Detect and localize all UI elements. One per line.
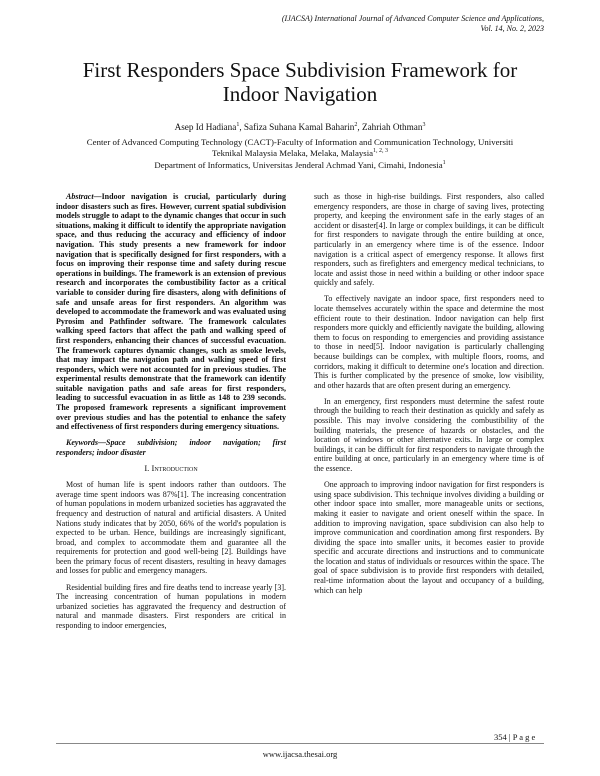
paragraph: One approach to improving indoor navigation for first responders is using space subdivision. This technique involves dividing a building or other indoor space into smaller, more manageable units or sections, making it easier to navigate and orient oneself within the space. In addition to improving navigation, space subdivision can also help to improve communication and coordination among first responders. By dividing the space into smaller units, it becomes easier to provide specific and accurate directions and instructions and to communicate the location and status of individuals or resources within the space. The goal of space subdivision is to provide first responders with detailed, real-time information about the layout and occupancy of a building, which can help (314, 480, 544, 595)
paragraph: To effectively navigate an indoor space, first responders need to locate themselves accurately within the space and determine the most efficient route to their destination. Indoor navigation can help first responders more quickly and efficiently navigate the building, allowing them to focus on responding to emergencies and providing assistance to those in need[5]. Indoor navigation is particularly challenging because buildings can be complex, with multiple floors, rooms, and corridors, making it difficult to determine one's location and direction. This is further complicated by the presence of smoke, low visibility, and other hazards that are often present during an emergency. (314, 294, 544, 390)
page-number: 354 | P a g e (494, 732, 536, 742)
paragraph: In an emergency, first responders must determine the safest route through the building to reach their destination as quickly and safely as possible. This may involve considering the combustibility of the building materials, the presence of hazards or obstacles, and the location of windows or other alternative exits. In large or complex buildings, it can be difficult for first responders to navigate through the entire building at once, particularly in an emergency where time is of the essence. (314, 396, 544, 474)
abstract: Abstract—Indoor navigation is crucial, particularly during indoor disasters such as fires. However, current spatial subdivision models struggle to adapt to the dynamic changes that occur in such situations, making it difficult to identify the appropriate navigation space, and thus reducing the accuracy and efficiency of indoor navigation. This study presents a new framework for indoor navigation that is specifically designed for first responders, with a focus on improving their response time and safety during rescue operations in buildings. The framework is an extension of previous research and incorporates the combustibility factor as a critical variable to consider during fire disasters, along with definitions of safe and unsafe areas for first responders. An algorithm was developed to accommodate the framework and was evaluated using Pyrosim and Pathfinder software. The framework calculates walking speed factors that affect the path and walking speed of first responders, enhancing their chances of successful evacuation. The framework captures dynamic changes, such as smoke levels, that may impact the navigation path and walking speed of first responders, which were not accounted for in previous studies. The experimental results demonstrate that the framework can identify suitable navigation paths and safe areas for first responders, leading to successful evacuation in as little as 148 to 239 seconds. The proposed framework represents a significant improvement over previous studies and has the potential to enhance the safety and effectiveness of first responders during emergency situations. (56, 192, 286, 432)
paper-title: First Responders Space Subdivision Framework for Indoor Navigation (82, 58, 518, 106)
journal-name: (IJACSA) International Journal of Advanced Computer Science and Applications, (281, 14, 544, 23)
author-name: Asep Id Hadiana (174, 122, 237, 132)
affiliation-2: Department of Informatics, Universitas Jenderal Achmad Yani, Cimahi, Indonesia$^1$ (154, 160, 446, 170)
journal-header (282, 14, 544, 34)
affiliation-1: Center of Advanced Computing Technology (CACT)-Faculty of Information and Communication Technology, Universiti Teknikal Malaysia Melaka, Melaka, Malaysia$^{1, 2, 3}$ (86, 137, 514, 158)
left-column (56, 192, 286, 637)
footer-divider (56, 743, 544, 744)
right-column (314, 192, 544, 602)
author-list: Asep Id Hadiana$^1$, Safiza Suhana Kamal Baharin$^2$, Zahriah Othman$^3$ (174, 121, 426, 132)
footer-url: www.ijacsa.thesai.org (262, 749, 338, 759)
author-name: Safiza Suhana Kamal Baharin (243, 122, 355, 132)
paragraph: such as those in high-rise buildings. First responders, also called emergency responders, are those in charge of saving lives, protecting property, and keeping the environment safe in the early stages of an accident or disaster[4]. In large or complex buildings, it can be difficult for first responders to navigate through the entire building at once, particularly in an emergency where time is of the essence. Indoor navigation is a critical aspect of emergency response. It allows first responders, such as firefighters and emergency medical technicians, to locate and assist those in need within a building or other indoor space quickly and safely. (314, 192, 544, 288)
paragraph: Residential building fires and fire deaths tend to increase yearly [3]. The increasing concentration of human populations in modern urbanized societies has aggravated the frequency and destruction of natural and manmade disasters. First responders are critical in responding to indoor emergencies, (56, 582, 286, 630)
author-name: Zahriah Othman (361, 122, 423, 132)
keywords: Keywords—Space subdivision; indoor navigation; first responders; indoor disaster (56, 438, 286, 457)
paragraph: Most of human life is spent indoors rather than outdoors. The average time spent indoors was 87%[1]. The increasing concentration of human populations in modern urbanized societies has aggravated the frequency and destruction of natural and artificial disasters. A United Nations study indicates that by 2050, 66% of the world's population is expected to be urban. Hence, buildings are increasingly significant, broad, and complex to accommodate them and guarantee all the requirements for protection and good well-being [2]. Buildings have been the primary focus of recent disasters, resulting in heavy damages and losses for public and emergency managers. (56, 480, 286, 576)
section-heading: I. Introduction (144, 463, 198, 474)
journal-volume: Vol. 14, No. 2, 2023 (480, 24, 544, 33)
